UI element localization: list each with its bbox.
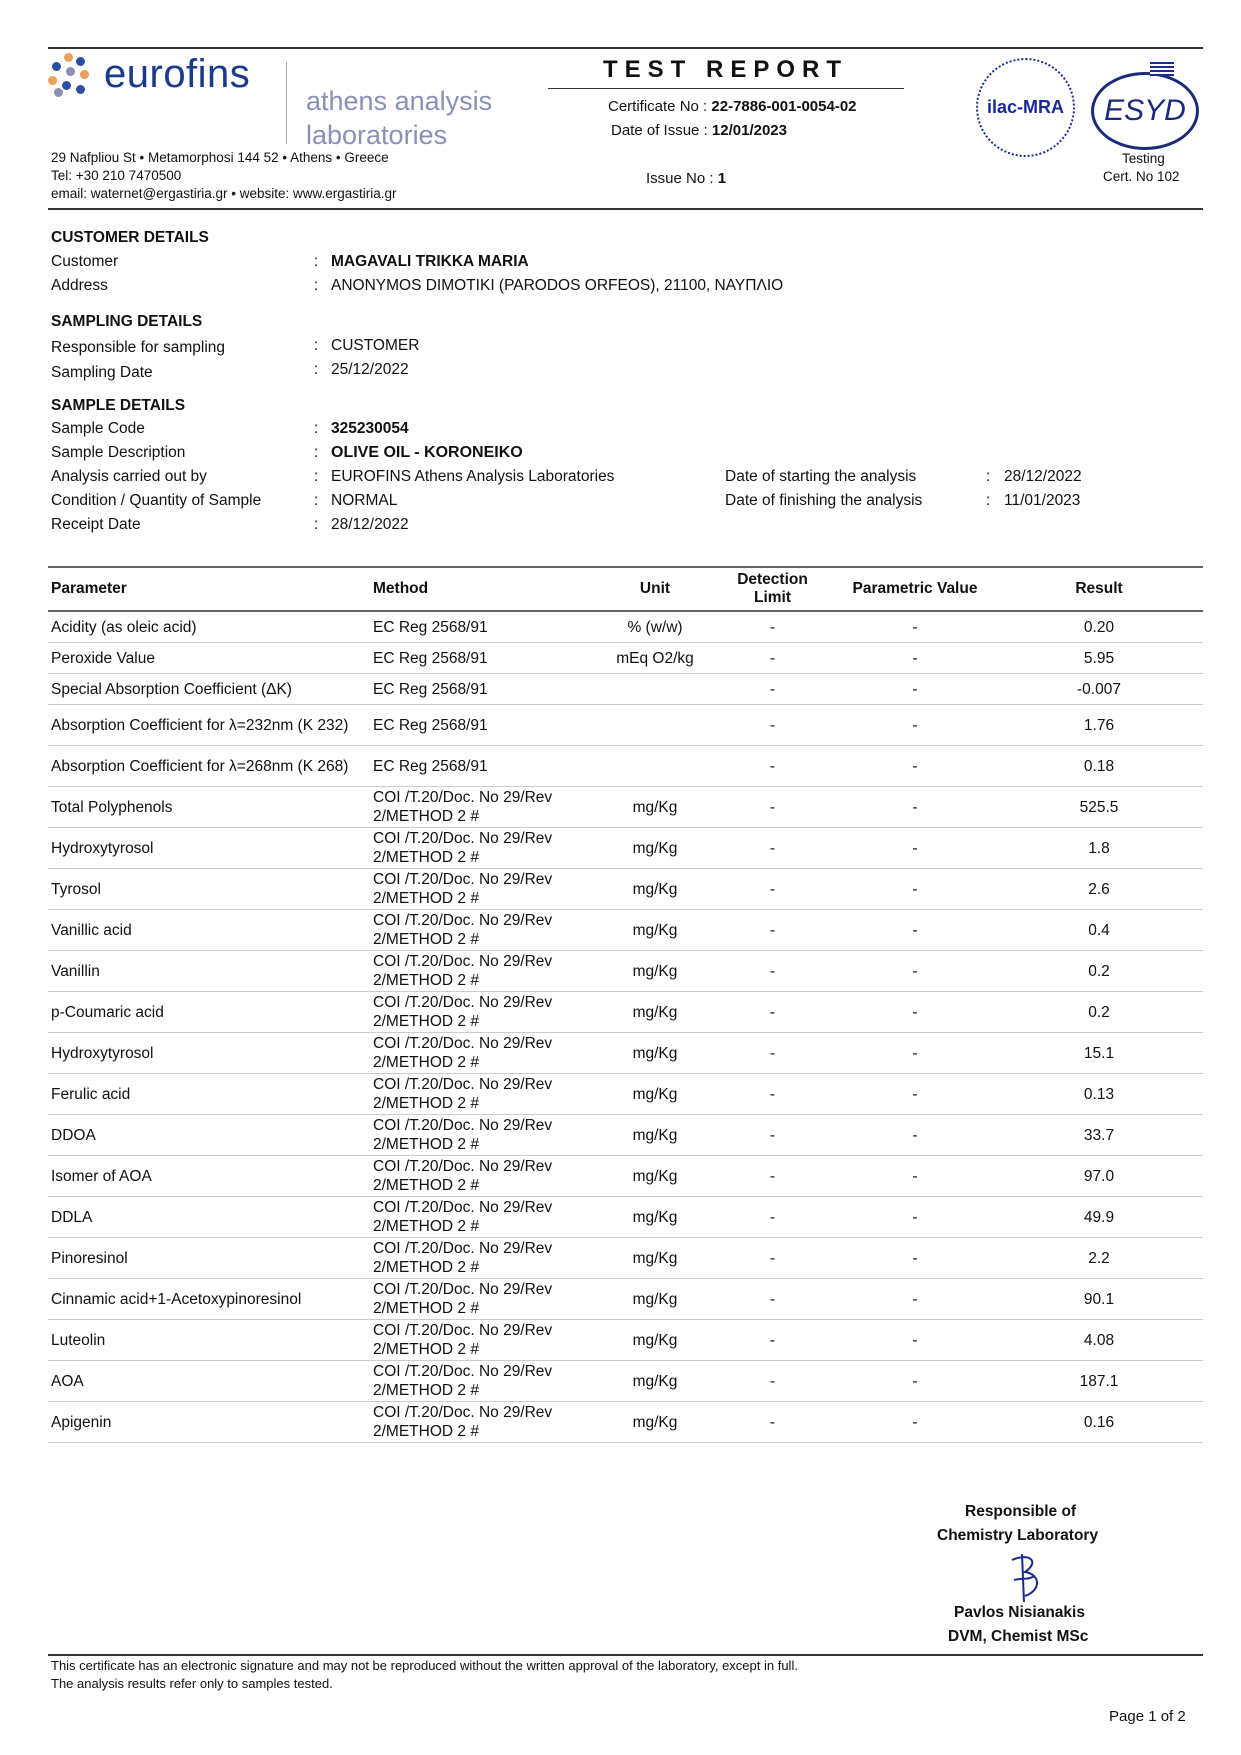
cell-parameter: Luteolin [48,1320,370,1361]
cell-parameter: Absorption Coefficient for λ=232nm (K 232) [48,705,370,746]
cell-detection-limit: - [710,1361,835,1402]
cell-parameter: Hydroxytyrosol [48,828,370,869]
receipt-date-label: Receipt Date [51,516,141,533]
table-row [48,1197,1203,1238]
colon: : [314,337,319,354]
issue-no-label: Issue No [646,170,706,187]
cell-method: COI /T.20/Doc. No 29/Rev 2/METHOD 2 # [370,869,600,910]
sampling-details-heading: SAMPLING DETAILS [51,313,203,330]
cell-method: COI /T.20/Doc. No 29/Rev 2/METHOD 2 # [370,1197,600,1238]
cell-detection-limit: - [710,746,835,787]
cell-result: -0.007 [995,674,1203,705]
cell-method: EC Reg 2568/91 [370,705,600,746]
lab-name: athens analysis laboratories [306,86,493,150]
cell-unit [600,674,710,705]
header-parameter: Parameter [48,567,370,611]
cell-unit [600,705,710,746]
issue-date-label: Date of Issue [611,122,700,139]
handwritten-signature [1000,1550,1050,1605]
cell-unit: mg/Kg [600,951,710,992]
cell-unit: mg/Kg [600,1320,710,1361]
receipt-date-value: 28/12/2022 [331,516,409,533]
cell-detection-limit: - [710,1402,835,1443]
table-row [48,611,1203,643]
colon: : [314,516,319,533]
cell-detection-limit: - [710,787,835,828]
header-rule [48,208,1203,210]
cell-parametric-value: - [835,1279,995,1320]
table-row [48,1074,1203,1115]
sample-code-label: Sample Code [51,420,145,437]
table-row [48,674,1203,705]
eurofins-dots-icon [48,53,92,97]
cell-parameter: Ferulic acid [48,1074,370,1115]
cell-method: EC Reg 2568/91 [370,611,600,643]
start-date-value: 28/12/2022 [1004,468,1082,485]
table-row [48,910,1203,951]
cell-parameter: Total Polyphenols [48,787,370,828]
cell-parametric-value: - [835,1074,995,1115]
cell-parametric-value: - [835,1238,995,1279]
colon: : [314,420,319,437]
cell-method: EC Reg 2568/91 [370,674,600,705]
cell-unit: % (w/w) [600,611,710,643]
table-row [48,787,1203,828]
cell-detection-limit: - [710,869,835,910]
cell-unit: mg/Kg [600,1156,710,1197]
title-underline [548,88,904,89]
cell-method: COI /T.20/Doc. No 29/Rev 2/METHOD 2 # [370,1279,600,1320]
cell-detection-limit: - [710,1279,835,1320]
signatory-title: DVM, Chemist MSc [948,1628,1089,1645]
lab-address: 29 Nafpliou St • Metamorphosi 144 52 • Athens • Greece [51,150,389,165]
customer-value: MAGAVALI TRIKKA MARIA [331,253,529,270]
sample-description-value: OLIVE OIL - KORONEIKO [331,444,523,461]
responsible-label: Responsible for sampling [51,339,226,356]
cell-unit: mg/Kg [600,1238,710,1279]
cell-method: COI /T.20/Doc. No 29/Rev 2/METHOD 2 # [370,1033,600,1074]
cell-result: 0.20 [995,611,1203,643]
cell-unit: mg/Kg [600,828,710,869]
table-row [48,1156,1203,1197]
cell-unit: mg/Kg [600,1361,710,1402]
signatory-role-1: Responsible of [965,1503,1077,1520]
customer-details-heading: CUSTOMER DETAILS [51,229,209,246]
cell-detection-limit: - [710,611,835,643]
sample-details-heading: SAMPLE DETAILS [51,397,186,414]
header-method: Method [370,567,600,611]
certificate-label: Certificate No [608,98,699,115]
cell-parameter: Acidity (as oleic acid) [48,611,370,643]
analysis-by-label: Analysis carried out by [51,468,207,485]
cell-detection-limit: - [710,1320,835,1361]
cell-parametric-value: - [835,611,995,643]
signatory-role-2: Chemistry Laboratory [937,1527,1099,1544]
cell-parameter: Apigenin [48,1402,370,1443]
table-row [48,869,1203,910]
table-row [48,992,1203,1033]
ilac-mra-logo [976,58,1075,157]
cell-method: EC Reg 2568/91 [370,746,600,787]
condition-value: NORMAL [331,492,398,509]
cell-detection-limit: - [710,910,835,951]
table-row [48,1402,1203,1443]
sample-description-label: Sample Description [51,444,186,461]
colon: : [314,492,319,509]
cell-result: 2.2 [995,1238,1203,1279]
header-detection-limit: Detection Limit [710,567,835,611]
cell-parametric-value: - [835,1033,995,1074]
cell-unit: mEq O2/kg [600,643,710,674]
cell-unit: mg/Kg [600,869,710,910]
cell-result: 0.4 [995,910,1203,951]
cell-method: COI /T.20/Doc. No 29/Rev 2/METHOD 2 # [370,787,600,828]
cell-parametric-value: - [835,1197,995,1238]
colon: : [314,253,319,270]
cell-parameter: Tyrosol [48,869,370,910]
responsible-value: CUSTOMER [331,337,420,354]
cell-result: 1.8 [995,828,1203,869]
cell-method: COI /T.20/Doc. No 29/Rev 2/METHOD 2 # [370,1361,600,1402]
cell-parametric-value: - [835,910,995,951]
cell-parametric-value: - [835,705,995,746]
cell-parametric-value: - [835,951,995,992]
cell-unit: mg/Kg [600,1074,710,1115]
cell-parameter: Absorption Coefficient for λ=268nm (K 268) [48,746,370,787]
finish-date-label: Date of finishing the analysis [725,492,923,509]
esyd-logo [1091,72,1199,150]
colon: : [314,277,319,294]
signatory-name: Pavlos Nisianakis [954,1604,1085,1621]
table-row [48,705,1203,746]
lab-tel: Tel: +30 210 7470500 [51,168,182,183]
cell-detection-limit: - [710,1238,835,1279]
colon: : [314,444,319,461]
cell-result: 2.6 [995,869,1203,910]
cell-result: 1.76 [995,705,1203,746]
finish-date-value: 11/01/2023 [1004,492,1081,509]
cell-detection-limit: - [710,643,835,674]
cell-detection-limit: - [710,951,835,992]
cell-detection-limit: - [710,1074,835,1115]
sample-code-value: 325230054 [331,420,409,437]
cell-detection-limit: - [710,1197,835,1238]
cell-detection-limit: - [710,828,835,869]
condition-label: Condition / Quantity of Sample [51,492,262,509]
cell-method: COI /T.20/Doc. No 29/Rev 2/METHOD 2 # [370,910,600,951]
cell-result: 525.5 [995,787,1203,828]
cell-detection-limit: - [710,705,835,746]
table-row [48,951,1203,992]
accreditation-type: Testing [1122,151,1165,166]
cell-method: EC Reg 2568/91 [370,643,600,674]
cell-method: COI /T.20/Doc. No 29/Rev 2/METHOD 2 # [370,992,600,1033]
logo-divider [286,62,287,144]
colon: : [314,361,319,378]
cell-result: 0.2 [995,951,1203,992]
analysis-by-value: EUROFINS Athens Analysis Laboratories [331,468,615,485]
page-number: Page 1 of 2 [1109,1708,1186,1725]
header-parametric-value: Parametric Value [835,567,995,611]
cell-detection-limit: - [710,1115,835,1156]
start-date-label: Date of starting the analysis [725,468,917,485]
brand-name: eurofins [104,52,251,96]
cell-parametric-value: - [835,1156,995,1197]
cell-parameter: Peroxide Value [48,643,370,674]
table-row [48,1033,1203,1074]
cell-parameter: Pinoresinol [48,1238,370,1279]
cell-method: COI /T.20/Doc. No 29/Rev 2/METHOD 2 # [370,1115,600,1156]
table-row [48,1361,1203,1402]
cell-unit: mg/Kg [600,1115,710,1156]
ilac-logo-text: ilac-MRA [986,97,1064,117]
sampling-date-label: Sampling Date [51,364,153,381]
address-value: ANONYMOS DIMOTIKI (PARODOS ORFEOS), 21100, ΝΑΥΠΛΙΟ [331,277,784,294]
cell-unit: mg/Kg [600,1279,710,1320]
cell-parametric-value: - [835,992,995,1033]
cell-method: COI /T.20/Doc. No 29/Rev 2/METHOD 2 # [370,951,600,992]
cell-detection-limit: - [710,674,835,705]
cell-parameter: Hydroxytyrosol [48,1033,370,1074]
header-unit: Unit [600,567,710,611]
cell-method: COI /T.20/Doc. No 29/Rev 2/METHOD 2 # [370,1156,600,1197]
cell-result: 4.08 [995,1320,1203,1361]
cell-parametric-value: - [835,787,995,828]
cell-parameter: Isomer of AOA [48,1156,370,1197]
issue-date: 12/01/2023 [711,122,787,139]
cell-method: COI /T.20/Doc. No 29/Rev 2/METHOD 2 # [370,828,600,869]
footer-line-1: This certificate has an electronic signature and may not be reproduced without the written approval of the laboratory, except in full. [51,1658,798,1673]
cell-unit: mg/Kg [600,992,710,1033]
cell-parametric-value: - [835,1115,995,1156]
cell-parameter: DDOA [48,1115,370,1156]
cell-parameter: DDLA [48,1197,370,1238]
accreditation-cert: Cert. No 102 [1103,169,1180,184]
cell-method: COI /T.20/Doc. No 29/Rev 2/METHOD 2 # [370,1238,600,1279]
cell-parameter: Special Absorption Coefficient (ΔK) [48,674,370,705]
cell-unit: mg/Kg [600,1402,710,1443]
cell-parameter: p-Coumaric acid [48,992,370,1033]
eurofins-logo [48,52,250,97]
cell-detection-limit: - [710,1033,835,1074]
colon: : [986,492,991,509]
cell-result: 49.9 [995,1197,1203,1238]
colon: : [314,468,319,485]
cell-parametric-value: - [835,674,995,705]
cell-parametric-value: - [835,643,995,674]
cell-detection-limit: - [710,992,835,1033]
cell-parametric-value: - [835,746,995,787]
cell-unit: mg/Kg [600,1033,710,1074]
footer-rule [48,1654,1203,1656]
footer-line-2: The analysis results refer only to samples tested. [51,1676,333,1691]
cell-parametric-value: - [835,869,995,910]
cell-method: COI /T.20/Doc. No 29/Rev 2/METHOD 2 # [370,1074,600,1115]
footer-disclaimer [51,1657,798,1693]
header-result: Result [995,567,1203,611]
lab-contact: email: waternet@ergastiria.gr • website: www.ergastiria.gr [51,186,397,201]
cell-parametric-value: - [835,828,995,869]
table-row [48,1115,1203,1156]
sampling-date-value: 25/12/2022 [331,361,409,378]
cell-result: 187.1 [995,1361,1203,1402]
table-row [48,643,1203,674]
greek-flag-icon [1150,62,1174,76]
cell-result: 90.1 [995,1279,1203,1320]
cell-result: 5.95 [995,643,1203,674]
cell-result: 0.18 [995,746,1203,787]
table-row [48,746,1203,787]
cell-result: 0.16 [995,1402,1203,1443]
cell-result: 33.7 [995,1115,1203,1156]
cell-result: 97.0 [995,1156,1203,1197]
customer-label: Customer [51,253,119,270]
issue-no: 1 [717,170,727,187]
cell-unit: mg/Kg [600,1197,710,1238]
table-row [48,1238,1203,1279]
address-label: Address [51,277,108,294]
table-row [48,1279,1203,1320]
cell-unit [600,746,710,787]
esyd-logo-text: ESYD [1104,94,1186,127]
cell-result: 15.1 [995,1033,1203,1074]
cell-parametric-value: - [835,1402,995,1443]
table-row [48,828,1203,869]
colon: : [986,468,991,485]
cell-method: COI /T.20/Doc. No 29/Rev 2/METHOD 2 # [370,1320,600,1361]
table-header-row [48,567,1203,611]
cell-result: 0.2 [995,992,1203,1033]
cell-parameter: Cinnamic acid+1-Acetoxypinoresinol [48,1279,370,1320]
certificate-number: 22-7886-001-0054-02 [711,98,857,115]
cell-parametric-value: - [835,1320,995,1361]
cell-parametric-value: - [835,1361,995,1402]
cell-result: 0.13 [995,1074,1203,1115]
results-table [48,566,1203,1443]
cell-parameter: Vanillic acid [48,910,370,951]
cell-parameter: Vanillin [48,951,370,992]
cell-method: COI /T.20/Doc. No 29/Rev 2/METHOD 2 # [370,1402,600,1443]
test-report-page: eurofins athens analysis laboratories 29 Nafpliou St • Metamorphosi 144 52 • Athens • Greece Tel: +30 210 7470500 email: waternet@ergastiria.gr • website: www.ergastiria.gr TEST REPORT Certificate No : 22-7886-001-0054-02 Date of Issue : 12/01/2023 Issue No : 1 ilac-MRA ESYD Testing Cert. No 102 CUSTOMER DETAILS Customer : MAGAVALI TRIKKA MARIA Address : ANONYMOS DIMOTIKI (PARODOS ORFEOS), 21100, ΝΑΥΠΛΙΟ SAMPLING DETAILS Responsible for sampling : CUSTOMER Sampling Date : 25/12/2022 SAMPLE DETAILS Sample Code : 325230054 Sample Description : OLIVE OIL - KORONEIKO Analysis carried out by : EUROFINS Athens Analysis Laboratories Condition / Quantity of Sample : NORMAL Receipt Date : 28/12/2022 Date of starting the analysis : 28/12/2022 Date of finishing the analysis : 11/01/2023 Parameter Method Unit Detection Limit Parametric Value Result Acidity (as oleic acid) EC Reg 2568/91 % (w/w) - - 0.20 Peroxide Value EC Reg 2568/91 mEq O2/kg - - 5.95 Special Absorption Coefficient (ΔK) EC Reg 2568/91 - - -0.007 Absorption Coefficient for λ=232nm (K 232) EC Reg 2568/91 - - 1.76 Absorption Coefficient for λ=268nm (K 268) EC Reg 2568/91 - - 0.18 Total Polyphenols COI /T.20/Doc. No 29/Rev 2/METHOD 2 # mg/Kg - - 525.5 Hydroxytyrosol COI /T.20/Doc. No 29/Rev 2/METHOD 2 # mg/Kg - - 1.8 Tyrosol COI /T.20/Doc. No 29/Rev 2/METHOD 2 # mg/Kg - - 2.6 Vanillic acid COI /T.20/Doc. No 29/Rev 2/METHOD 2 # mg/Kg - - 0.4 Vanillin COI /T.20/Doc. No 29/Rev 2/METHOD 2 # mg/Kg - - 0.2 p-Coumaric acid COI /T.20/Doc. No 29/Rev 2/METHOD 2 # mg/Kg - - 0.2 Hydroxytyrosol COI /T.20/Doc. No 29/Rev 2/METHOD 2 # mg/Kg - - 15.1 Ferulic acid COI /T.20/Doc. No 29/Rev 2/METHOD 2 # mg/Kg - - 0.13 DDOA COI /T.20/Doc. No 29/Rev 2/METHOD 2 # mg/Kg - - 33.7 Isomer of AOA COI /T.20/Doc. No 29/Rev 2/METHOD 2 # mg/Kg - - 97.0 DDLA COI /T.20/Doc. No 29/Rev 2/METHOD 2 # mg/Kg - - 49.9 Pinoresinol COI /T.20/Doc. No 29/Rev 2/METHOD 2 # mg/Kg - - 2.2 Cinnamic acid+1-Acetoxypinoresinol COI /T.20/Doc. No 29/Rev 2/METHOD 2 # mg/Kg - - 90.1 Luteolin COI /T.20/Doc. No 29/Rev 2/METHOD 2 # mg/Kg - - 4.08 AOA COI /T.20/Doc. No 29/Rev 2/METHOD 2 # mg/Kg - - 187.1 Apigenin COI /T.20/Doc. No 29/Rev 2/METHOD 2 # mg/Kg - - 0.16 Responsible of Chemistry Laboratory Pavlos Nisianakis DVM, Chemist MSc This certificate has an electronic signature and may not be reproduced without the written approval of the laboratory, except in full. The analysis results refer only to samples tested. Page 1 of 2 [0,0,1241,1755]
table-row [48,1320,1203,1361]
report-title: TEST REPORT [603,56,849,83]
top-rule [48,47,1203,49]
cell-unit: mg/Kg [600,787,710,828]
cell-detection-limit: - [710,1156,835,1197]
cell-unit: mg/Kg [600,910,710,951]
cell-parameter: AOA [48,1361,370,1402]
